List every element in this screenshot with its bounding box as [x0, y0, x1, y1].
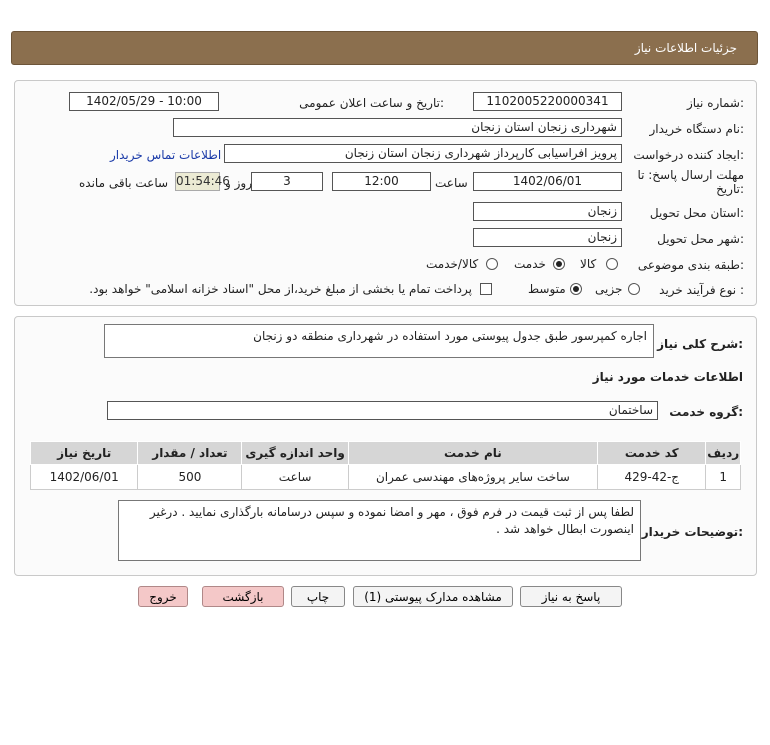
table-row	[31, 465, 741, 490]
process-medium-label: متوسط	[528, 282, 566, 296]
deadline-date-field: 1402/06/01	[473, 172, 622, 191]
announce-date-field: 1402/05/29 - 10:00	[69, 92, 219, 111]
service-group-field: ساختمان	[107, 401, 658, 420]
buyer-notes-field: لطفا پس از ثبت قیمت در فرم فوق ، مهر و امضا نموده و سپس درسامانه بارگذاری نمایید . درغیر اینصورت ابطال خواهد شد .	[118, 500, 641, 561]
print-button[interactable]: چاپ	[291, 586, 345, 607]
treasury-payment-note: پرداخت تمام یا بخشی از مبلغ خرید،از محل "اسناد خزانه اسلامی" خواهد بود.	[89, 282, 472, 296]
province-field: زنجان	[473, 202, 622, 221]
process-label: نوع فرآیند خرید :	[659, 283, 744, 297]
services-table	[30, 441, 741, 490]
category-goods-service-label: کالا/خدمت	[426, 257, 479, 271]
deadline-time-label: ساعت	[435, 176, 468, 190]
process-minor-label: جزیی	[595, 282, 623, 296]
city-field: زنجان	[473, 228, 622, 247]
cell-service-name: ساخت سایر پروژه‌های مهندسی عمران	[348, 465, 597, 490]
buyer-org-field: شهرداری زنجان استان زنجان	[173, 118, 622, 137]
services-section-title: اطلاعات خدمات مورد نیاز	[592, 370, 743, 384]
need-number-field: 1102005220000341	[473, 92, 622, 111]
process-minor-radio[interactable]	[628, 283, 640, 295]
cell-need-date: 1402/06/01	[31, 465, 138, 490]
days-label: روز و	[225, 176, 252, 190]
announce-date-label: تاریخ و ساعت اعلان عمومی:	[299, 96, 444, 110]
cell-row-number: 1	[706, 465, 741, 490]
creator-field: پرویز افراسیابی کارپرداز شهرداری زنجان استان زنجان	[224, 144, 622, 163]
cell-quantity: 500	[138, 465, 242, 490]
col-code-header: کد خدمت	[598, 442, 706, 465]
deadline-time-field: 12:00	[332, 172, 431, 191]
col-row-header: ردیف	[706, 442, 741, 465]
service-group-label: گروه خدمت:	[669, 405, 743, 419]
cell-unit: ساعت	[242, 465, 348, 490]
buyer-notes-label: توضیحات خریدار:	[641, 525, 743, 539]
details-panel	[14, 80, 757, 306]
process-medium-radio[interactable]	[570, 283, 582, 295]
exit-button[interactable]: خروج	[138, 586, 188, 607]
deadline-date-label: تاریخ:	[716, 182, 744, 196]
deadline-label: مهلت ارسال پاسخ: تا	[637, 168, 744, 182]
remaining-time-field: 01:54:46	[175, 172, 220, 191]
days-field: 3	[251, 172, 323, 191]
col-qty-header: تعداد / مقدار	[138, 442, 242, 465]
category-service-label: خدمت	[514, 257, 546, 271]
reply-button[interactable]: پاسخ به نیاز	[520, 586, 622, 607]
back-button[interactable]: بازگشت	[202, 586, 284, 607]
category-goods-radio[interactable]	[606, 258, 618, 270]
summary-field: اجاره کمپرسور طبق جدول پیوستی مورد استفاده در شهرداری منطقه دو زنجان	[104, 324, 654, 358]
buyer-org-label: نام دستگاه خریدار:	[649, 122, 744, 136]
col-name-header: نام خدمت	[348, 442, 597, 465]
remaining-time-label: ساعت باقی مانده	[79, 176, 169, 190]
creator-label: ایجاد کننده درخواست:	[633, 148, 744, 162]
city-label: شهر محل تحویل:	[657, 232, 744, 246]
cell-service-code: ج-42-429	[598, 465, 706, 490]
page-title: جزئیات اطلاعات نیاز	[634, 41, 737, 55]
category-goods-label: کالا	[580, 257, 597, 271]
treasury-payment-checkbox[interactable]	[480, 283, 492, 295]
summary-label: شرح کلی نیاز:	[657, 337, 743, 351]
col-unit-header: واحد اندازه گیری	[242, 442, 348, 465]
category-service-radio[interactable]	[553, 258, 565, 270]
province-label: استان محل تحویل:	[649, 206, 744, 220]
category-goods-service-radio[interactable]	[486, 258, 498, 270]
buyer-contact-link[interactable]: اطلاعات تماس خریدار	[110, 148, 222, 162]
category-label: طبقه بندی موضوعی:	[637, 258, 744, 272]
view-attachments-button[interactable]: مشاهده مدارک پیوستی (1)	[353, 586, 513, 607]
table-header-row	[31, 442, 741, 465]
need-number-label: شماره نیاز:	[686, 96, 744, 110]
page-header	[11, 31, 758, 65]
col-date-header: تاریخ نیاز	[31, 442, 138, 465]
